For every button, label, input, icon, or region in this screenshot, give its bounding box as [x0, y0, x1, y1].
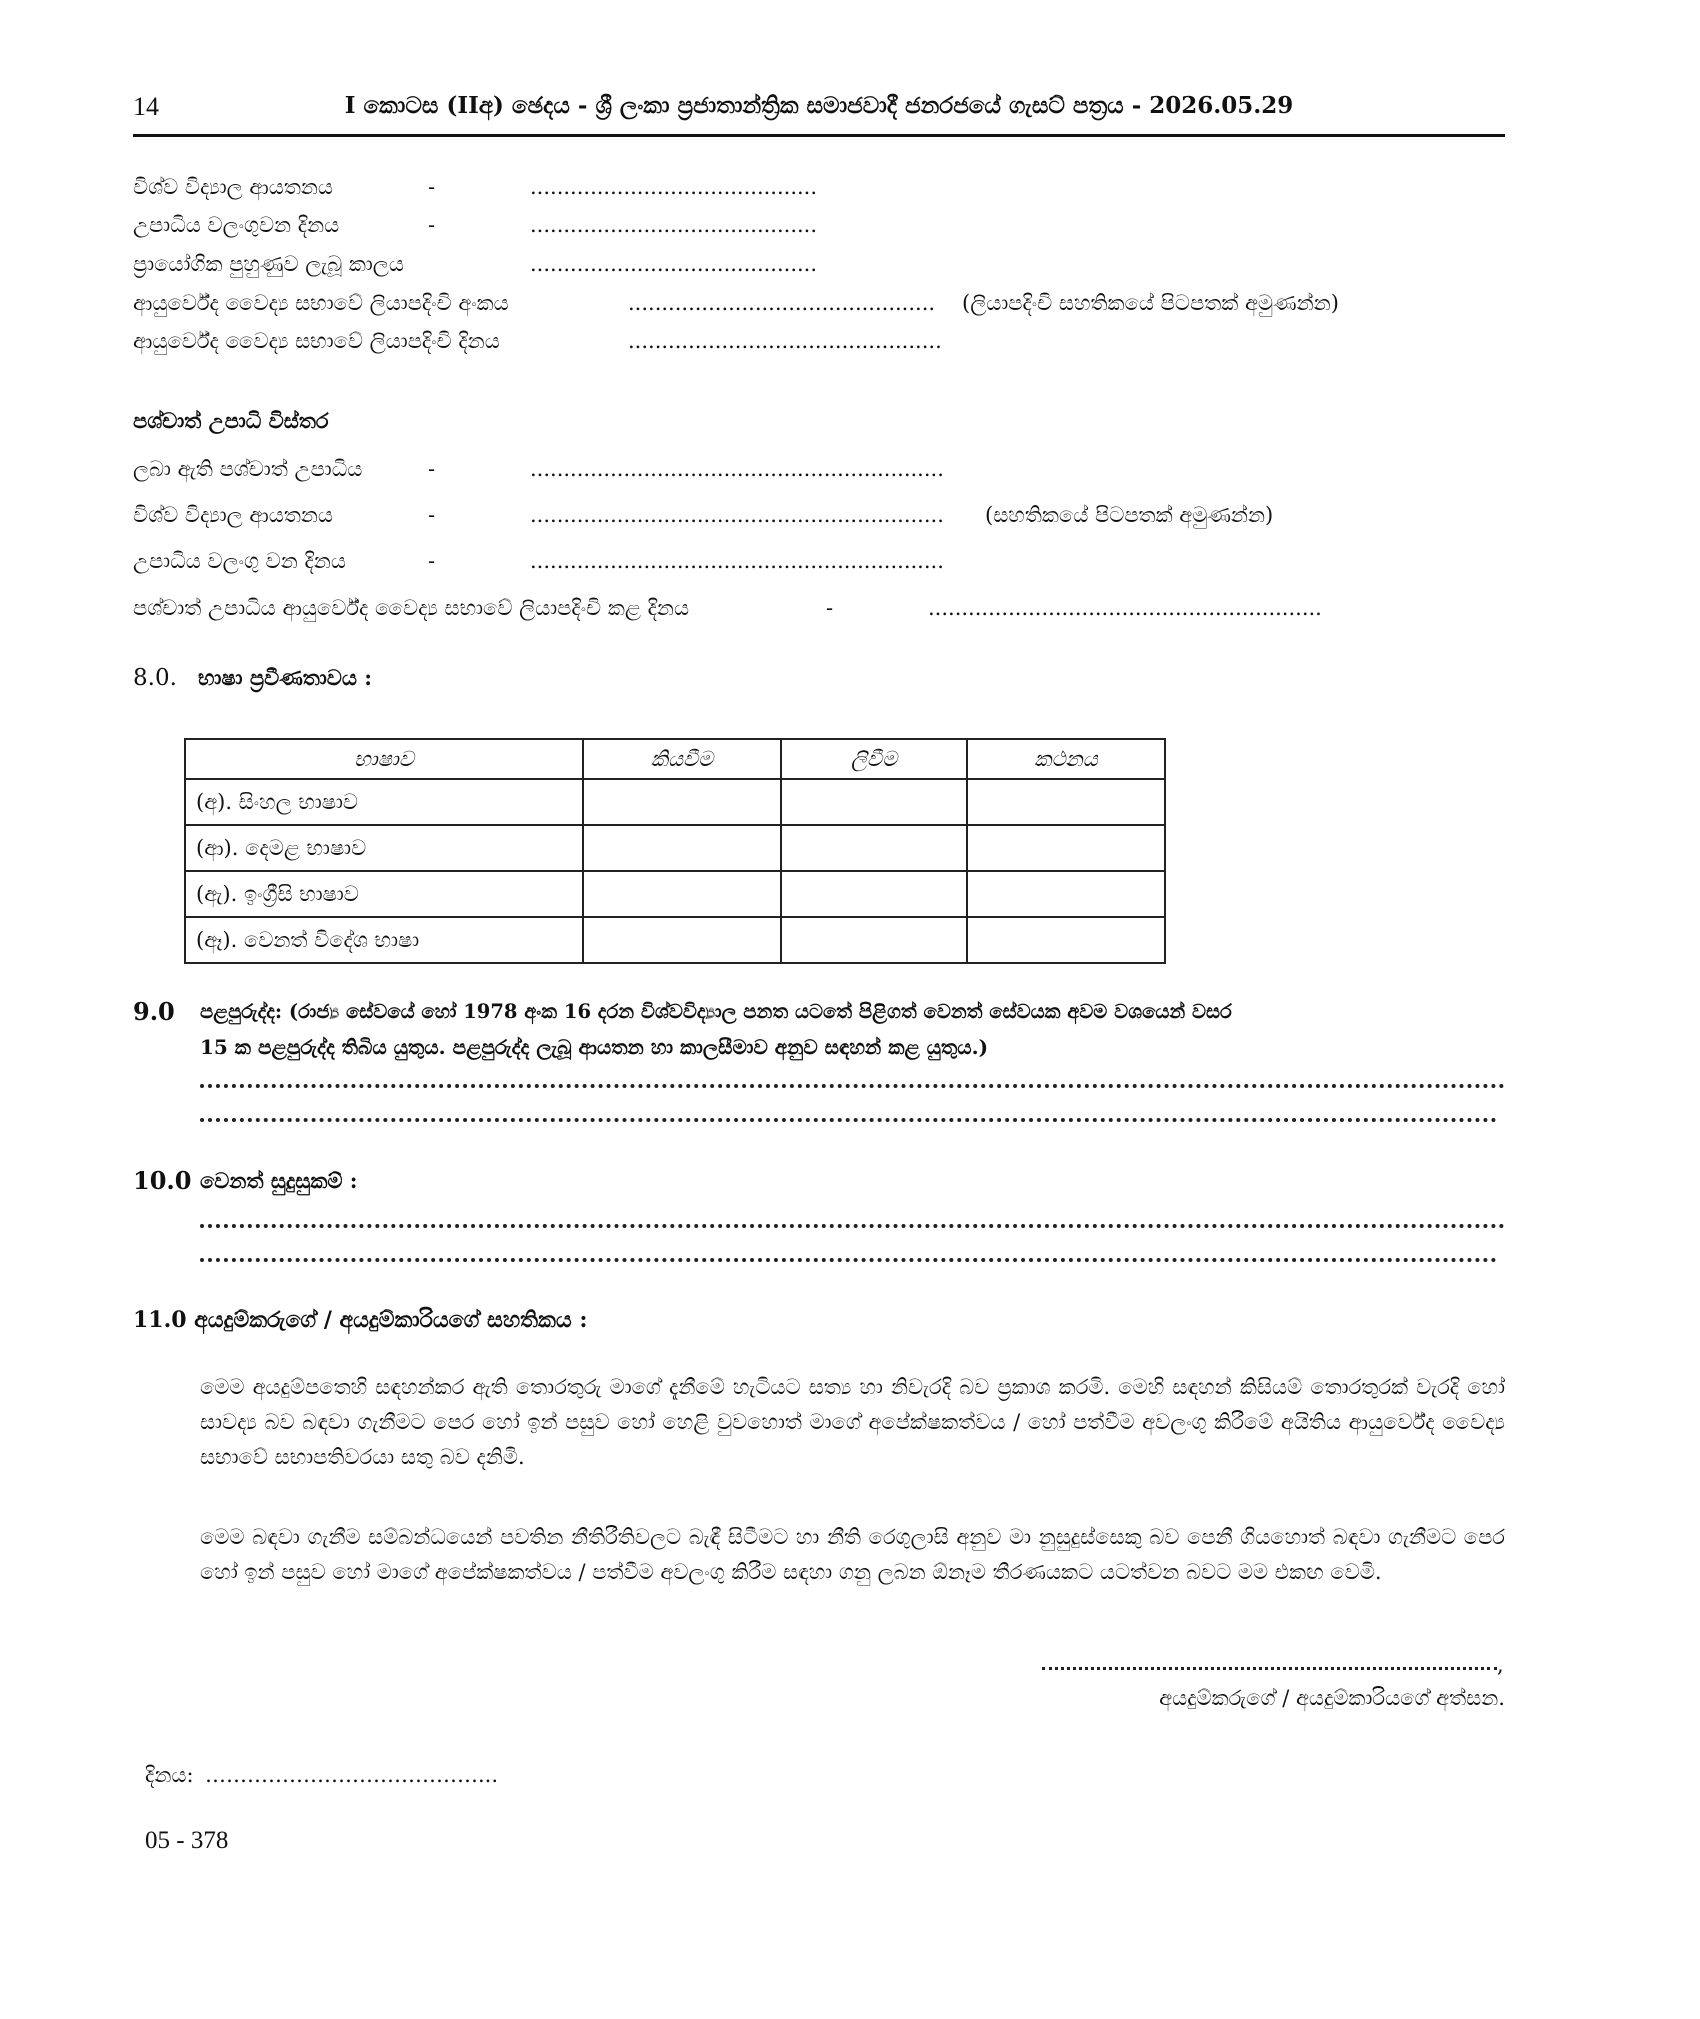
cell-sinhala-writing[interactable] [781, 779, 967, 825]
experience-section-number: 9.0 [133, 997, 175, 1026]
postgrad-degree-label: ලබා ඇති පශ්චාත් උපාධිය [133, 457, 363, 481]
experience-text-line2: 15 ක පළපුරුද්ද තිබිය යුතුය. පළපුරුද්ද ලැබූ ආයතන හා කාලසීමාව අනුව සඳහන් කළ යුතුය.) [200, 1035, 989, 1059]
other-qualifications-heading: වෙනත් සුදුසුකම් : [200, 1168, 358, 1193]
postgrad-university-label: විශ්ව විද්‍යාල ආයතනය [133, 503, 334, 527]
training-period-label: ප්‍රායෝගික පුහුණුව ලැබූ කාලය [133, 252, 404, 276]
cell-other-reading[interactable] [583, 917, 781, 963]
registration-date-dots: ............................................... [628, 329, 942, 353]
language-section-heading: භාෂා ප්‍රවීණතාවය : [198, 665, 372, 690]
date-label: දිනය: [145, 1763, 194, 1787]
column-header-language: භාෂාව [185, 739, 583, 779]
language-proficiency-table [184, 738, 1166, 964]
cell-english-speaking[interactable] [967, 871, 1165, 917]
table-row [185, 871, 1165, 917]
postgrad-registration-date-sep: - [826, 596, 834, 620]
postgrad-valid-date-sep: - [428, 549, 436, 573]
column-header-writing: ලිවීම [781, 739, 967, 779]
cell-english-reading[interactable] [583, 871, 781, 917]
postgrad-university-sep: - [428, 503, 436, 527]
row-label-sinhala: (අ). සිංහල භාෂාව [185, 779, 583, 825]
postgrad-registration-date-label: පශ්චාත් උපාධිය ආයුර්වේද වෛද්‍ය සභාවේ ලියාපදිංචි කළ දිනය [133, 596, 690, 620]
row-label-english: (ඇ). ඉංග්‍රීසි භාෂාව [185, 871, 583, 917]
signature-comma: , [1497, 1653, 1504, 1677]
postgrad-valid-date-label: උපාධිය වලංගු වන දිනය [133, 549, 346, 573]
language-section-number: 8.0. [133, 665, 177, 691]
postgrad-university-note: (සහතිකයේ පිටපතක් අමුණන්න) [985, 503, 1274, 527]
experience-text-line1: පළපුරුද්ද: (රාජ්‍ය සේවයේ හෝ 1978 අංක 16 දරන විශ්වවිද්‍යාල පනත යටතේ පිළිගත් වෙනත් සේවයක අවම වශයෙන් වසර [200, 1000, 1232, 1023]
document-code: 05 - 378 [145, 1827, 229, 1854]
cell-other-writing[interactable] [781, 917, 967, 963]
postgrad-degree-sep: - [428, 457, 436, 481]
gazette-title: I කොටස (IIඅ) ඡෙදය - ශ්‍රී ලංකා ප්‍රජාතාන්ත්‍රික සමාජවාදී ජනරජයේ ගැසට් පත්‍රය - 2026.05.29 [344, 92, 1294, 119]
university-dots: ........................................... [530, 175, 818, 199]
registration-number-dots: .............................................. [628, 291, 936, 315]
postgrad-valid-date-dots: .............................................................. [530, 549, 944, 573]
postgrad-registration-date-dots: ........................................................... [928, 596, 1322, 620]
postgrad-heading: පශ්චාත් උපාධි විස්තර [133, 408, 329, 433]
other-qualifications-line-1[interactable] [200, 1218, 1505, 1228]
university-label: විශ්ව විද්‍යාල ආයතනය [133, 175, 334, 199]
table-row [185, 917, 1165, 963]
cell-sinhala-reading[interactable] [583, 779, 781, 825]
degree-valid-date-dots: ........................................... [530, 213, 818, 237]
date-dots[interactable]: …………………………………... [205, 1763, 499, 1787]
row-label-other-foreign: (ඈ). වෙනත් විදේශ භාෂා [185, 917, 583, 963]
certificate-paragraph-2: මෙම බඳවා ගැනීම සම්බන්ධයෙන් පවතින නීතිරීතිවලට බැඳී සිටීමට හා නීති රෙගුලාසි අනුව මා නුසුදුස්සෙකු බව පෙනී ගියහොත් බඳවා ගැනීමට පෙර හෝ ඉන් පසුව හෝ මාගේ අපේක්ෂකත්වය / පත්වීම අවලංගු කිරීම සඳහා ගනු ලබන ඕනෑම තීරණයකට යටත්වන බවට මම එකඟ වෙමි. [200, 1525, 1505, 1584]
postgrad-degree-dots: .............................................................. [530, 457, 944, 481]
degree-valid-date-sep: - [428, 213, 436, 237]
signature-dotted-line[interactable] [1042, 1663, 1497, 1670]
degree-valid-date-label: උපාධිය වලංගුවන දිනය [133, 213, 340, 237]
registration-date-label: ආයුර්වේද වෛද්‍ය සභාවේ ලියාපදිංචි දිනය [133, 329, 500, 353]
cell-english-writing[interactable] [781, 871, 967, 917]
table-header-row [185, 739, 1165, 779]
registration-number-label: ආයුර්වේද වෛද්‍ය සභාවේ ලියාපදිංචි අංකය [133, 291, 509, 315]
university-sep: - [428, 175, 436, 199]
cell-sinhala-speaking[interactable] [967, 779, 1165, 825]
column-header-speaking: කථනය [967, 739, 1165, 779]
column-header-reading: කියවීම [583, 739, 781, 779]
other-qualifications-line-2[interactable] [200, 1252, 1497, 1262]
table-row [185, 825, 1165, 871]
postgrad-university-dots: .............................................................. [530, 503, 944, 527]
experience-answer-line-1[interactable] [200, 1078, 1505, 1088]
certificate-paragraph-1: මෙම අයදුම්පතෙහි සඳහන්කර ඇති තොරතුරු මාගේ දැනීමේ හැටියට සත්‍ය හා නිවැරදි බව ප්‍රකාශ කරමි. මෙහි සඳහන් කිසියම් තොරතුරක් වැරදි හෝ සාවද්‍ය බව බඳවා ගැනීමට පෙර හෝ ඉන් පසුව හෝ හෙළි වුවහොත් මාගේ අපේක්ෂකත්වය / හෝ පත්වීම අවලංගු කිරීමේ අයිතිය ආයුර්වේද වෛද්‍ය සභාවේ සභාපතිවරයා සතු බව දනිමි. [200, 1375, 1505, 1469]
experience-answer-line-2[interactable] [200, 1112, 1497, 1122]
signature-label: අයදුම්කරුගේ / අයදුම්කාරියගේ අත්සන. [1159, 1686, 1505, 1710]
training-period-dots: ........................................... [530, 252, 818, 276]
other-qualifications-number: 10.0 [133, 1166, 192, 1195]
certificate-heading: 11.0 අයදුම්කරුගේ / අයදුම්කාරියගේ සහතිකය : [133, 1307, 588, 1333]
table-row [185, 779, 1165, 825]
cell-tamil-writing[interactable] [781, 825, 967, 871]
row-label-tamil: (ආ). දෙමළ භාෂාව [185, 825, 583, 871]
cell-tamil-reading[interactable] [583, 825, 781, 871]
page-number: 14 [133, 92, 159, 121]
page-header [133, 90, 1505, 137]
cell-other-speaking[interactable] [967, 917, 1165, 963]
registration-number-note: (ලියාපදිංචි සහතිකයේ පිටපතක් අමුණන්න) [962, 291, 1339, 315]
cell-tamil-speaking[interactable] [967, 825, 1165, 871]
